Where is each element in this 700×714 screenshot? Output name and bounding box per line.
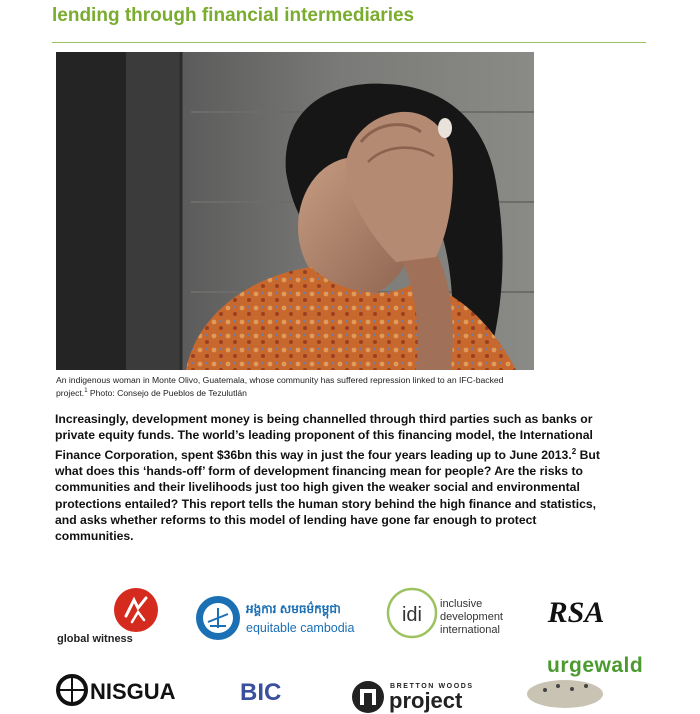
page-title: lending through financial intermediaries — [52, 5, 415, 26]
caption-credit: Photo: Consejo de Pueblos de Tezulutlán — [87, 387, 247, 398]
idi-line-3: international — [440, 624, 500, 636]
caption-footnote-ref[interactable]: 1 — [84, 388, 88, 394]
idi-line-1: inclusive — [440, 598, 483, 610]
nisgua-name: NISGUA — [90, 679, 176, 704]
global-witness-name: global witness — [57, 633, 133, 645]
equitable-cambodia-name: equitable cambodia — [246, 621, 355, 635]
title-rule — [52, 42, 646, 43]
bic-name: BIC — [240, 679, 282, 706]
bretton-woods-project-label: project — [389, 688, 463, 713]
idi-logo-icon — [386, 585, 438, 641]
rsa-logo-icon — [547, 586, 605, 634]
urgewald-leopard-icon — [520, 676, 610, 700]
cover-photo — [56, 52, 534, 370]
summary-paragraph — [55, 411, 615, 544]
caption-text: An indigenous woman in Monte Olivo, Guatemala, whose community has suffered repression linked to an IFC-backed project. — [56, 375, 504, 398]
photo-caption — [56, 375, 536, 399]
summary-footnote-ref[interactable]: 2 — [571, 446, 577, 456]
idi-name — [440, 598, 503, 637]
rsa-mark: RSA — [547, 596, 605, 629]
bretton-woods-label: BRETTON WOODS — [390, 683, 474, 690]
bretton-woods-logo-icon — [350, 679, 386, 705]
idi-line-2: development — [440, 611, 503, 623]
nisgua-logo-icon — [56, 674, 88, 700]
summary-part-1: Increasingly, development money is being channelled through third parties such as banks or private equity funds. The world’s leading proponent of this financing model, the International Finance Corporation, spent $36bn this way in just the four years leading up to June 2013. — [55, 412, 593, 462]
idi-mark: idi — [401, 604, 423, 626]
global-witness-logo-icon — [112, 586, 160, 634]
summary-part-2: But what does this ‘hands-off’ form of development financing mean for people? Are the risks to communities and their livelihoods just too high given the weaker social and environmental protections entailed? This report tells the human story behind the high finance and statistics, and asks whether reforms to this model of lending have gone far enough to protect communities. — [55, 447, 600, 544]
urgewald-name: urgewald — [547, 654, 644, 677]
equitable-cambodia-logo-icon — [194, 594, 242, 642]
photo-illustration — [56, 52, 534, 370]
equitable-cambodia-khmer-name: អង្គការ សមធម៌កម្ពុជា — [246, 602, 341, 616]
